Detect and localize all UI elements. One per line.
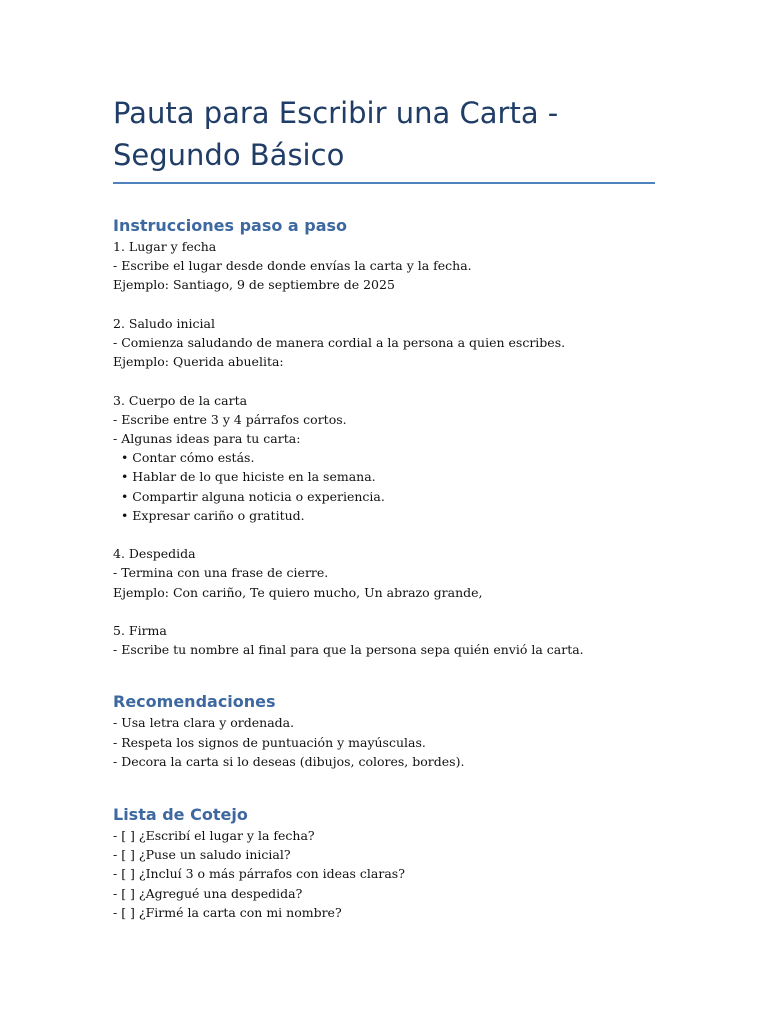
checklist-item: - [ ] ¿Agregué una despedida? xyxy=(113,885,303,901)
checklist-section xyxy=(113,826,655,922)
step-5-line: - Escribe tu nombre al final para que la persona sepa quién envió la carta. xyxy=(113,642,584,658)
step-1-line: - Escribe el lugar desde donde envías la carta y la fecha. xyxy=(113,258,472,274)
checklist-item: - [ ] ¿Puse un saludo inicial? xyxy=(113,847,291,863)
spacer xyxy=(113,602,655,621)
document-title: Pauta para Escribir una Carta - Segundo Básico xyxy=(113,92,655,184)
step-3-line-1: - Escribe entre 3 y 4 párrafos cortos. xyxy=(113,411,347,427)
step-3-title: 3. Cuerpo de la carta xyxy=(113,392,248,408)
spacer xyxy=(113,295,655,314)
idea-item: • Compartir alguna noticia o experiencia. xyxy=(113,488,385,504)
step-4-line: - Termina con una frase de cierre. xyxy=(113,565,329,581)
step-2-line: - Comienza saludando de manera cordial a la persona a quien escribes. xyxy=(113,335,566,350)
step-3-line-2: - Algunas ideas para tu carta: xyxy=(113,431,301,446)
instructions-section xyxy=(113,237,655,659)
recommendations-heading: Recomendaciones xyxy=(113,692,276,712)
step-4-example: Ejemplo: Con cariño, Te quiero mucho, Un abrazo grande, xyxy=(113,584,483,600)
step-1-example: Ejemplo: Santiago, 9 de septiembre de 2025 xyxy=(113,277,395,293)
recommendation-item: - Usa letra clara y ordenada. xyxy=(113,715,295,731)
recommendation-item: - Decora la carta si lo deseas (dibujos, colores, bordes). xyxy=(113,753,465,769)
step-2-title: 2. Saludo inicial xyxy=(113,315,215,331)
spacer xyxy=(113,371,655,390)
idea-item: • Hablar de lo que hiciste en la semana. xyxy=(113,469,376,485)
spacer xyxy=(113,525,655,544)
document-page xyxy=(113,92,655,922)
instructions-heading: Instrucciones paso a paso xyxy=(113,216,348,235)
step-1-title: 1. Lugar y fecha xyxy=(113,239,217,254)
checklist-item: - [ ] ¿Incluí 3 o más párrafos con ideas claras? xyxy=(113,866,405,882)
idea-item: • Contar cómo estás. xyxy=(113,450,255,466)
step-4-title: 4. Despedida xyxy=(113,546,196,562)
step-5-title: 5. Firma xyxy=(113,623,167,638)
recommendations-section xyxy=(113,713,655,771)
checklist-item: - [ ] ¿Firmé la carta con mi nombre? xyxy=(113,904,342,920)
checklist-item: - [ ] ¿Escribí el lugar y la fecha? xyxy=(113,828,315,844)
idea-item: • Expresar cariño o gratitud. xyxy=(113,507,305,523)
recommendation-item: - Respeta los signos de puntuación y mayúsculas. xyxy=(113,734,426,750)
checklist-heading: Lista de Cotejo xyxy=(113,805,248,825)
step-2-example: Ejemplo: Querida abuelita: xyxy=(113,354,284,370)
